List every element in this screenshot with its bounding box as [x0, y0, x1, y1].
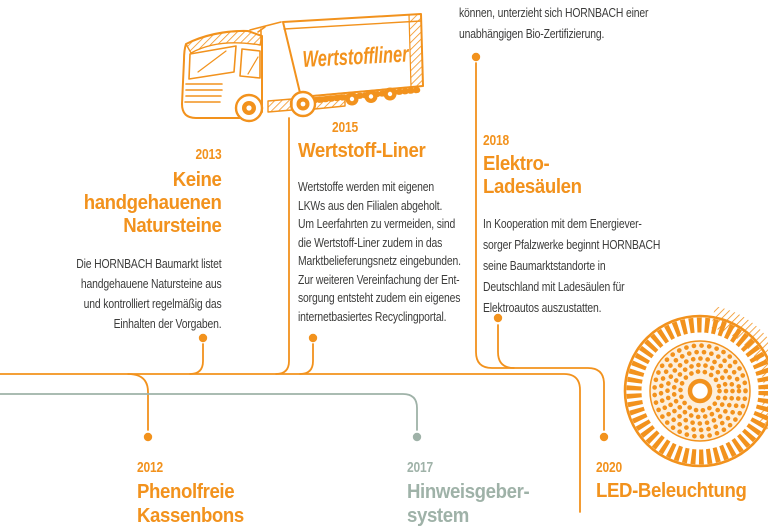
connector-2013 [190, 344, 203, 374]
milestone-title: Elektro- Ladesäulen [483, 153, 582, 198]
milestone-year: 2013 [194, 146, 221, 163]
milestone-title: Keine handgehauenen Natursteine [83, 169, 221, 237]
dot-bio [472, 53, 480, 61]
note-line: unabhängigen Bio-Zertifizierung. [459, 26, 605, 41]
milestone-body: Wertstoffe werden mit eigenen LKWs aus den Filialen abgeholt. Um Leerfahrten zu vermeiden, sind die Wertstoff-Liner zudem in das Marktbelieferungsnetz eingebunden. Zur weiteren Vereinfachung der Ent- sorgung entsteht zudem ein eigenes internetbasiertes Recyclingportal. [298, 179, 461, 324]
dot-2012 [144, 433, 152, 441]
timeline-gray-line [0, 394, 417, 430]
milestone-year: 2020 [596, 459, 623, 476]
milestone-year: 2015 [332, 119, 359, 136]
milestone-2018 [483, 133, 705, 318]
milestone-title: Phenolfreie Kassenbons [137, 481, 244, 527]
truck-illustration [182, 14, 452, 121]
milestone-year: 2018 [483, 132, 510, 149]
note-line: können, unterzieht sich HORNBACH einer [459, 5, 649, 20]
milestone-2012 [137, 460, 252, 528]
trailer-label: Wertstoffliner [301, 38, 452, 72]
dot-2017 [413, 433, 421, 441]
connector-truck [276, 118, 289, 374]
connector-2012 [128, 374, 148, 430]
milestone-2017 [407, 460, 539, 528]
led-lamp-illustration [625, 306, 768, 466]
connector-2017 [0, 394, 417, 430]
milestone-title: Hinweisgeber- system [407, 481, 530, 527]
bio-certification-note [459, 2, 648, 44]
dot-2013 [199, 334, 207, 342]
milestone-title: Wertstoff-Liner [298, 140, 426, 162]
connector-2018 [498, 325, 514, 368]
dot-2015 [309, 334, 317, 342]
dot-2020 [600, 433, 608, 441]
milestone-body: In Kooperation mit dem Energiever- sorger Pfalzwerke beginnt HORNBACH seine Baumarktstandorte in Deutschland mit Ladesäulen für Elektroautos auszustatten. [483, 216, 661, 315]
milestone-year: 2017 [407, 459, 434, 476]
connector-2015 [300, 344, 313, 374]
milestone-2015 [298, 120, 502, 326]
milestone-title: LED-Beleuchtung [596, 480, 747, 502]
milestone-2020 [596, 460, 758, 503]
milestone-body: Die HORNBACH Baumarkt listet handgehauene Natursteine aus und kontrolliert regelmäßig das Einhalten der Vorgaben. [75, 256, 222, 331]
milestone-year: 2012 [137, 459, 164, 476]
milestone-2013 [40, 147, 222, 334]
